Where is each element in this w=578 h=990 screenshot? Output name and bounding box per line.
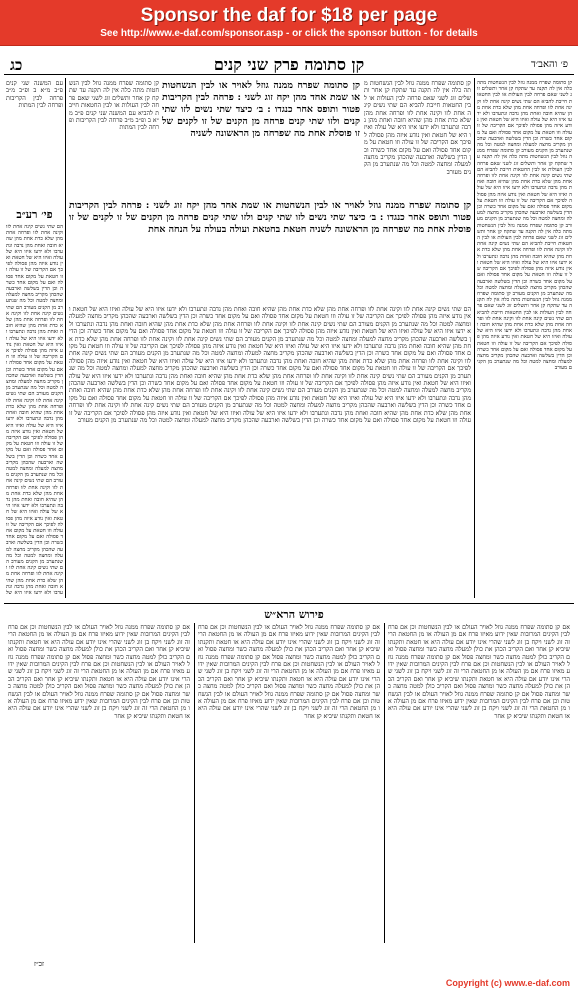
column-rule [474,78,475,598]
mishnah-text: קן סתומה שפרח ממנה גוזל לאויר או לבין הנשחטות או שמת אחד מהן יקח זוג לשני : פרחה לבין הקריבות פטור ותופס אחר כנגדו : ב׳ כיצד שתי נשים לזו שתי קנים ולזו שתי קנים פרחה מן הקנים של זו לקנים של זו פוסלת אחת מה שפרחה מן הראשונה לשניה [162,80,360,139]
bottom-right-column: אם קן סתומה שפרח ממנה גוזל לאויר העולם או לבין הנשחטות וכן אם פרח לבין הקינים המרובות שאין ידוע מאיזו פרח אם מן העולה או מן החטאת הרי זה זוג לשני ויקח בן זוג לשני שהרי אינו יודע אם עולה היא או חטאת ותקנתו שיביא קן אחר ואם הקריב הכהן את כולן למעלה מחצה כשר ומחצה פסול ואם הקריב כולן למטה מחצה כשר ומחצה פסול אם קן סתומה שפרח ממנה גוזל לאויר העולם או לבין הנשחטות וכן אם פרח לבין הקינים המרובות שאין ידוע מאיזו פרח אם מן העולה או מן החטאת הרי זה זוג לשני ויקח בן זוג לשני שהרי אינו יודע אם עולה היא או חטאת ותקנתו שיביא קן אחר ואם הקריב הכהן את כולן למעלה מחצה כשר ומחצה פסול ואם הקריב כולן למטה מחצה כשר ומחצה פסול אם קן סתומה שפרח ממנה גוזל לאויר העולם או לבין הנשחטות וכן אם פרח לבין הקינים המרובות שאין ידוע מאיזו פרח אם מן העולה או מן החטאת הרי זה זוג לשני ויקח בן זוג לשני שהרי אינו יודע אם עולה היא או חטאת ותקנתו שיביא קן אחר [388,624,570,720]
page-marker: זכ״ז [34,960,44,968]
center-left-commentary: קן סתומה שפרח ממנה גוזל לבין הנשחטות מתה כלה אין לה תקנה עד שתקח קן אחר ותשלים זוג לשני שאם פרחה לבין העולות או לבין החטאות חייבת להביא עם המשנה שני קנים פ״ב מ״א ב ופ״ב מ״ב פרחה לבין הקריבות ופרחה לבין המתות [69,80,159,132]
sponsor-banner[interactable] [0,0,578,46]
section-rule [4,603,574,604]
column-rule [194,623,195,943]
bottom-center-column: אם קן סתומה שפרח ממנה גוזל לאויר העולם או לבין הנשחטות וכן אם פרח לבין הקינים המרובות שאין ידוע מאיזו פרח אם מן העולה או מן החטאת הרי זה זוג לשני ויקח בן זוג לשני שהרי אינו יודע אם עולה היא או חטאת ותקנתו שיביא קן אחר ואם הקריב הכהן את כולן למעלה מחצה כשר ומחצה פסול ואם הקריב כולן למטה מחצה כשר ומחצה פסול אם קן סתומה שפרח ממנה גוזל לאויר העולם או לבין הנשחטות וכן אם פרח לבין הקינים המרובות שאין ידוע מאיזו פרח אם מן העולה או מן החטאת הרי זה זוג לשני ויקח בן זוג לשני שהרי אינו יודע אם עולה היא או חטאת ותקנתו שיביא קן אחר ואם הקריב הכהן את כולן למעלה מחצה כשר ומחצה פסול ואם הקריב כולן למטה מחצה כשר ומחצה פסול אם קן סתומה שפרח ממנה גוזל לאויר העולם או לבין הנשחטות וכן אם פרח לבין הקינים המרובות שאין ידוע מאיזו פרח אם מן העולה או מן החטאת הרי זה זוג לשני ויקח בן זוג לשני שהרי אינו יודע אם עולה היא או חטאת ותקנתו שיביא קן אחר [198,624,380,720]
talmud-page [4,48,574,978]
left-commentary-heading: פי׳ רע״ב [16,208,53,220]
left-margin-notes [6,80,63,200]
column-rule [65,78,66,598]
page-number: כג [10,56,23,74]
mishnah-text-wide: קן סתומה שפרח ממנה גוזל לאויר או לבין הנשחטות או שמת אחד מהן יקח זוג לשני : פרחה לבין הקריבות פטור ותופס אחר כנגדו : ב׳ כיצד שתי נשים לזו שתי קנים ולזו שתי קנים פרחה מן הקנים של זו לקנים של זו פוסלת אחת מה שפרחה מן הראשונה לשניה חטאת בחטאת ועולה בעולה על הנחה אחת [69,200,471,235]
banner-title: Sponsor the daf for $18 per page [140,5,438,26]
banner-subtitle[interactable]: See http://www.e-daf.com/sponsor.asp - or click the sponsor button - for details [100,28,478,39]
copyright-link[interactable]: Copyright (c) www.e-daf.com [445,978,570,988]
commentary-body: הם שתי נשים קינה אחת לזו וקינה אחת לזו ופרחה אחת מהן שלא כדת אחת מהן שהיא חובה ואחת מהן נדבה ונתערבו ולא ידעו איזו היא של עולה ואיזו היא של חטאת ואין נודע איזה מהן פסולה לפיכך אם הקריבה של זו עולה וזו חטאת על מקום אחד פסולה ואם על מקום אחד כשרה וכן הדין בשלשה וארבעה שהכהן מקריב מחצה למעלה ומחצה למטה וכל מה שנתערב מן הקנים מעורב הם שתי נשים קינה אחת לזו וקינה אחת לזו ופרחה אחת מהן שלא כדת אחת מהן שהיא חובה ואחת מהן נדבה ונתערבו ולא ידעו איזו היא של עולה ואיזו היא של חטאת ואין נודע איזה מהן פסולה לפיכך אם הקריבה של זו עולה וזו חטאת על מקום אחד פסולה ואם על מקום אחד כשרה וכן הדין בשלשה וארבעה שהכהן מקריב מחצה למעלה ומחצה למטה וכל מה שנתערב מן הקנים מעורב הם שתי נשים קינה אחת לזו וקינה אחת לזו ופרחה אחת מהן שלא כדת אחת מהן שהיא חובה ואחת מהן נדבה ונתערבו ולא ידעו איזו היא של עולה ואיזו היא של חטאת ואין נודע איזה מהן פסולה לפיכך אם הקריבה של זו עולה וזו חטאת על מקום אחד פסולה ואם על מקום אחד כשרה וכן הדין בשלשה וארבעה שהכהן מקריב מחצה למעלה ומחצה למטה וכל מה שנתערב מן הקנים מעורב הם שתי נשים קינה אחת לזו וקינה אחת לזו ופרחה אחת מהן שלא כדת אחת מהן שהיא חובה ואחת מהן נדבה ונתערבו ולא ידעו איזו היא של עולה ואיזו היא של חטאת ואין נודע איזה מהן פסולה לפיכך אם הקריבה של זו עולה וזו חטאת על מקום אחד פסולה ואם על מקום אחד כשרה וכן הדין בשלשה וארבעה שהכהן מקריב מחצה למעלה ומחצה למטה וכל מה שנתערב מן הקנים מעורב הם שתי נשים קינה אחת לזו וקינה אחת לזו ופרחה אחת מהן שלא כדת אחת מהן שהיא חובה ואחת מהן נדבה ונתערבו ולא ידעו איזו היא של עולה ואיזו היא של חטאת ואין נודע איזה מהן פסולה לפיכך אם הקריבה של זו עולה וזו חטאת על מקום אחד פסולה ואם על מקום אחד כשרה וכן הדין בשלשה וארבעה שהכהן מקריב מחצה למעלה ומחצה למטה וכל מה שנתערב מן הקנים מעורב הם שתי נשים קינה אחת לזו וקינה אחת לזו ופרחה אחת מהן שלא כדת אחת מהן שהיא חובה ואחת מהן נדבה ונתערבו ולא ידעו איזו היא של עולה ואיזו היא של חטאת ואין נודע איזה מהן פסולה לפיכך אם הקריבה של זו עולה וזו חטאת על מקום אחד פסולה ואם על מקום אחד כשרה וכן הדין בשלשה וארבעה שהכהן מקריב מחצה למעלה ומחצה למטה וכל מה שנתערב מן הקנים מעורב הם שתי נשים קינה אחת לזו וקינה אחת לזו ופרחה אחת מהן שלא כדת אחת מהן שהיא חובה ואחת מהן נדבה ונתערבו ולא ידעו איזו היא של עולה ואיזו היא של חטאת ואין נודע איזה מהן פסולה לפיכך אם הקריבה של זו עולה וזו חטאת על מקום אחד פסולה ואם על מקום אחד כשרה וכן הדין בשלשה וארבעה שהכהן מקריב מחצה למעלה ומחצה למטה וכל מה שנתערב מן הקנים מעורב [69,306,471,425]
page-header [4,52,574,75]
right-commentary: קן סתומה שפרח ממנה גוזל לבין הנשחטות מתה כלה אין לה תקנה עד שתקח קן אחר ותשלים זוג לשני שאם פרחה לבין העולות או לבין החטאות חייבת להביא הם שתי נשים קינה אחת לזו וקינה אחת לזו ופרחה אחת מהן שלא כדת אחת מהן שהיא חובה ואחת מהן נדבה ונתערבו ולא ידעו איזו היא של עולה ואיזו היא של חטאת ואין נודע איזה מהן פסולה לפיכך אם הקריבה של זו עולה וזו חטאת על מקום אחד פסולה ואם על מקום אחד כשרה וכן הדין בשלשה וארבעה שהכהן מקריב מחצה למעלה ומחצה למטה וכל מה שנתערב מן הקנים מעורב קן סתומה שפרח ממנה גוזל לבין הנשחטות מתה כלה אין לה תקנה עד שתקח קן אחר ותשלים זוג לשני שאם פרחה לבין העולות או לבין החטאות חייבת להביא הם שתי נשים קינה אחת לזו וקינה אחת לזו ופרחה אחת מהן שלא כדת אחת מהן שהיא חובה ואחת מהן נדבה ונתערבו ולא ידעו איזו היא של עולה ואיזו היא של חטאת ואין נודע איזה מהן פסולה לפיכך אם הקריבה של זו עולה וזו חטאת על מקום אחד פסולה ואם על מקום אחד כשרה וכן הדין בשלשה וארבעה שהכהן מקריב מחצה למעלה ומחצה למטה וכל מה שנתערב מן הקנים מעורב קן סתומה שפרח ממנה גוזל לבין הנשחטות מתה כלה אין לה תקנה עד שתקח קן אחר ותשלים זוג לשני שאם פרחה לבין העולות או לבין החטאות חייבת להביא הם שתי נשים קינה אחת לזו וקינה אחת לזו ופרחה אחת מהן שלא כדת אחת מהן שהיא חובה ואחת מהן נדבה ונתערבו ולא ידעו איזו היא של עולה ואיזו היא של חטאת ואין נודע איזה מהן פסולה לפיכך אם הקריבה של זו עולה וזו חטאת על מקום אחד פסולה ואם על מקום אחד כשרה וכן הדין בשלשה וארבעה שהכהן מקריב מחצה למעלה ומחצה למטה וכל מה שנתערב מן הקנים מעורב קן סתומה שפרח ממנה גוזל לבין הנשחטות מתה כלה אין לה תקנה עד שתקח קן אחר ותשלים זוג לשני שאם פרחה לבין העולות או לבין החטאות חייבת להביא הם שתי נשים קינה אחת לזו וקינה אחת לזו ופרחה אחת מהן שלא כדת אחת מהן שהיא חובה ואחת מהן נדבה ונתערבו ולא ידעו איזו היא של עולה ואיזו היא של חטאת ואין נודע איזה מהן פסולה לפיכך אם הקריבה של זו עולה וזו חטאת על מקום אחד פסולה ואם על מקום אחד כשרה וכן הדין בשלשה וארבעה שהכהן מקריב מחצה למעלה ומחצה למטה וכל מה שנתערב מן הקנים מעורב [477,80,572,372]
margin-notes-text: עם המשנה שני קנים פ״ב מ״א ב ופ״ב מ״ב פרחה לבין הקריבות ופרחה לבין המתות [6,80,63,110]
center-right-commentary: קן סתומה שפרח ממנה גוזל לבין הנשחטות מתה כלה אין לה תקנה עד שתקח קן אחר ותשלים זוג לשני שאם פרחה לבין העולות או לבין החטאות חייבת להביא הם שתי נשים קינה אחת לזו וקינה אחת לזו ופרחה אחת מהן שלא כדת אחת מהן שהיא חובה ואחת מהן נדבה ונתערבו ולא ידעו איזו היא של עולה ואיזו היא של חטאת ואין נודע איזה מהן פסולה לפיכך אם הקריבה של זו עולה וזו חטאת על מקום אחד פסולה ואם על מקום אחד כשרה וכן הדין בשלשה וארבעה שהכהן מקריב מחצה למעלה ומחצה למטה וכל מה שנתערב מן הקנים מעורב [364,80,471,176]
running-head: פ׳ והאב׳ד [531,59,568,70]
page-title: קן סתומה פרק שני קנים [213,55,365,74]
column-rule [384,623,385,943]
bottom-left-column: אם קן סתומה שפרח ממנה גוזל לאויר העולם או לבין הנשחטות וכן אם פרח לבין הקינים המרובות שאין ידוע מאיזו פרח אם מן העולה או מן החטאת הרי זה זוג לשני ויקח בן זוג לשני שהרי אינו יודע אם עולה היא או חטאת ותקנתו שיביא קן אחר ואם הקריב הכהן את כולן למעלה מחצה כשר ומחצה פסול ואם הקריב כולן למטה מחצה כשר ומחצה פסול אם קן סתומה שפרח ממנה גוזל לאויר העולם או לבין הנשחטות וכן אם פרח לבין הקינים המרובות שאין ידוע מאיזו פרח אם מן העולה או מן החטאת הרי זה זוג לשני ויקח בן זוג לשני שהרי אינו יודע אם עולה היא או חטאת ותקנתו שיביא קן אחר ואם הקריב הכהן את כולן למעלה מחצה כשר ומחצה פסול ואם הקריב כולן למטה מחצה כשר ומחצה פסול אם קן סתומה שפרח ממנה גוזל לאויר העולם או לבין הנשחטות וכן אם פרח לבין הקינים המרובות שאין ידוע מאיזו פרח אם מן העולה או מן החטאת הרי זה זוג לשני ויקח בן זוג לשני שהרי אינו יודע אם עולה היא או חטאת ותקנתו שיביא קן אחר [8,624,190,720]
left-commentary: הם שתי נשים קינה אחת לזו וקינה אחת לזו ופרחה אחת מהן שלא כדת אחת מהן שהיא חובה ואחת מהן נדבה ונתערבו ולא ידעו איזו היא של עולה ואיזו היא של חטאת ואין נודע איזה מהן פסולה לפיכך אם הקריבה של זו עולה וזו חטאת על מקום אחד פסולה ואם על מקום אחד כשרה וכן הדין בשלשה וארבעה שהכהן מקריב מחצה למעלה ומחצה למטה וכל מה שנתערב מן הקנים מעורב הם שתי נשים קינה אחת לזו וקינה אחת לזו ופרחה אחת מהן שלא כדת אחת מהן שהיא חובה ואחת מהן נדבה ונתערבו ולא ידעו איזו היא של עולה ואיזו היא של חטאת ואין נודע איזה מהן פסולה לפיכך אם הקריבה של זו עולה וזו חטאת על מקום אחד פסולה ואם על מקום אחד כשרה וכן הדין בשלשה וארבעה שהכהן מקריב מחצה למעלה ומחצה למטה וכל מה שנתערב מן הקנים מעורב הם שתי נשים קינה אחת לזו וקינה אחת לזו ופרחה אחת מהן שלא כדת אחת מהן שהיא חובה ואחת מהן נדבה ונתערבו ולא ידעו איזו היא של עולה ואיזו היא של חטאת ואין נודע איזה מהן פסולה לפיכך אם הקריבה של זו עולה וזו חטאת על מקום אחד פסולה ואם על מקום אחד כשרה וכן הדין בשלשה וארבעה שהכהן מקריב מחצה למעלה ומחצה למטה וכל מה שנתערב מן הקנים מעורב הם שתי נשים קינה אחת לזו וקינה אחת לזו ופרחה אחת מהן שלא כדת אחת מהן שהיא חובה ואחת מהן נדבה ונתערבו ולא ידעו איזו היא של עולה ואיזו היא של חטאת ואין נודע איזה מהן פסולה לפיכך אם הקריבה של זו עולה וזו חטאת על מקום אחד פסולה ואם על מקום אחד כשרה וכן הדין בשלשה וארבעה שהכהן מקריב מחצה למעלה ומחצה למטה וכל מה שנתערב מן הקנים מעורב הם שתי נשים קינה אחת לזו וקינה אחת לזו ופרחה אחת מהן שלא כדת אחת מהן שהיא חובה ואחת מהן נדבה ונתערבו ולא ידעו איזו היא של [6,224,63,594]
bottom-commentary-heading: פירוש הרא״ש [264,608,324,620]
